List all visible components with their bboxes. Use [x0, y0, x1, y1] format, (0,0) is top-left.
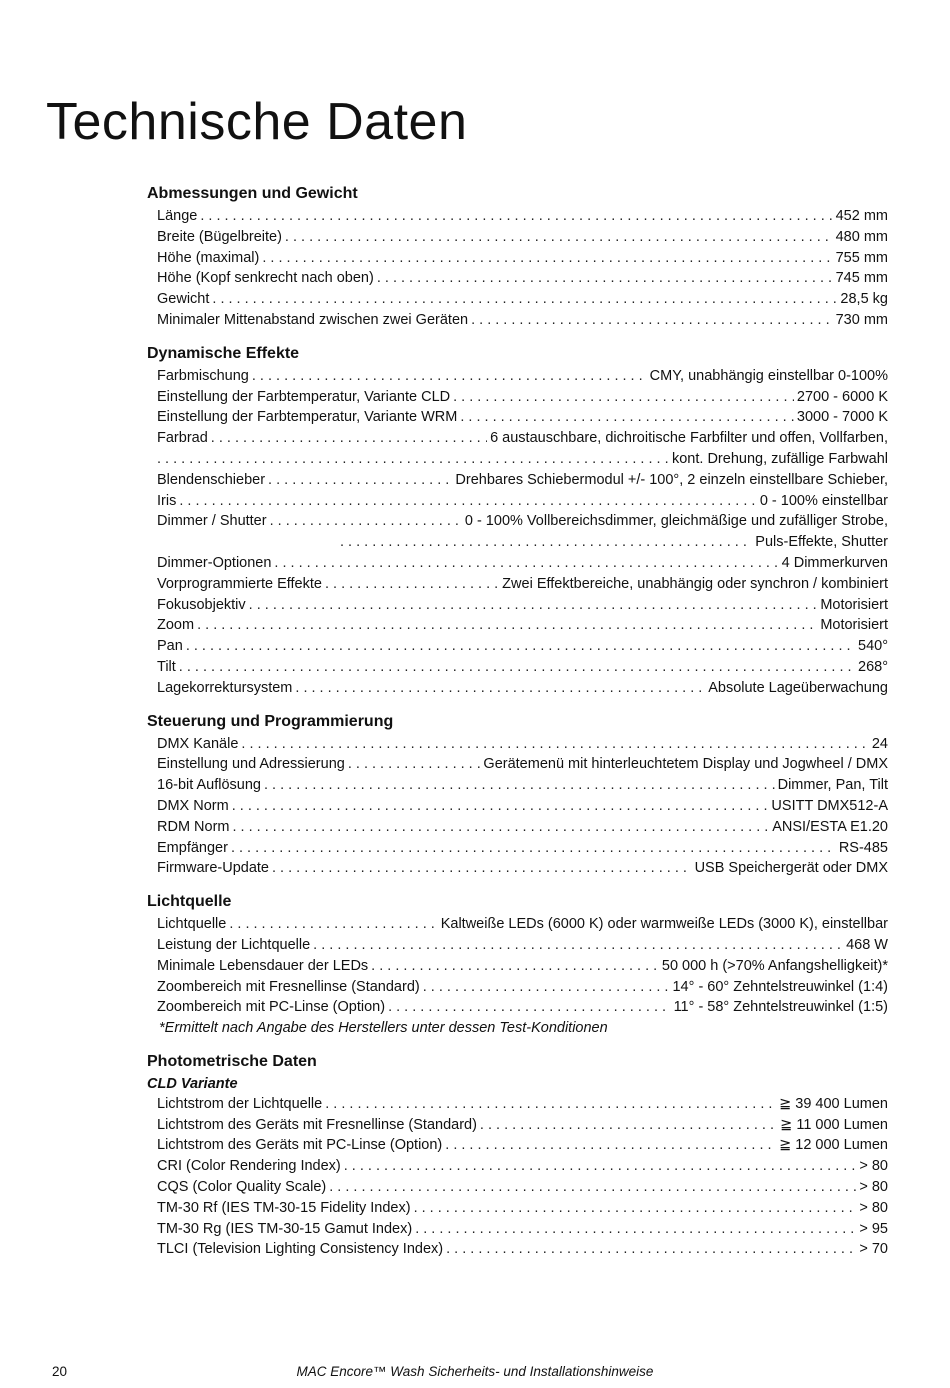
spec-label: CRI (Color Rendering Index) [157, 1158, 341, 1175]
spec-row [157, 858, 888, 879]
spec-label: Dimmer-Optionen [157, 554, 272, 571]
spec-row [157, 817, 888, 838]
spec-value: 4 Dimmerkurven [781, 554, 888, 571]
dot-leader [232, 796, 769, 817]
dot-leader [471, 310, 833, 331]
spec-row [157, 657, 888, 678]
spec-label: Lichtstrom des Geräts mit Fresnellinse (Standard) [157, 1116, 477, 1133]
spec-value: ANSI/ESTA E1.20 [772, 818, 888, 835]
spec-row [157, 206, 888, 227]
spec-value: Zwei Effektbereiche, unabhängig oder synchron / kombiniert [502, 575, 888, 592]
spec-label: Zoombereich mit Fresnellinse (Standard) [157, 978, 420, 995]
dot-leader [480, 1115, 777, 1136]
spec-label: Lichtstrom der Lichtquelle [157, 1095, 323, 1112]
dot-leader [445, 1135, 776, 1156]
spec-label: TM-30 Rg (IES TM-30-15 Gamut Index) [157, 1220, 413, 1237]
spec-value: 14° - 60° Zehntelstreuwinkel (1:4) [672, 978, 888, 995]
footnote: *Ermittelt nach Angabe des Herstellers unter dessen Test-Konditionen [159, 1020, 608, 1037]
spec-value: ≧ 11 000 Lumen [780, 1116, 888, 1133]
spec-label: Breite (Bügelbreite) [157, 228, 282, 245]
dot-leader [388, 997, 671, 1018]
spec-value: Gerätemenü mit hinterleuchtetem Display und Jogwheel / DMX [483, 756, 888, 773]
spec-row [157, 1219, 888, 1240]
dot-leader [212, 289, 837, 310]
spec-label: Zoombereich mit PC-Linse (Option) [157, 999, 386, 1016]
dot-leader [340, 532, 752, 553]
section-title: Dynamische Effekte [147, 344, 300, 362]
spec-value: 468 W [846, 936, 888, 953]
spec-label: Gewicht [157, 291, 210, 308]
spec-row [157, 511, 888, 532]
spec-label: Lichtstrom des Geräts mit PC-Linse (Option) [157, 1137, 443, 1154]
dot-leader [325, 1094, 776, 1115]
spec-value: 28,5 kg [840, 291, 888, 308]
spec-row [157, 997, 888, 1018]
spec-label: Höhe (Kopf senkrecht nach oben) [157, 270, 374, 287]
section-title: Abmessungen und Gewicht [147, 185, 358, 202]
spec-row [157, 838, 888, 859]
spec-row [157, 407, 888, 428]
dot-leader [453, 387, 794, 408]
spec-value: 2700 - 6000 K [796, 388, 888, 405]
spec-row [157, 636, 888, 657]
spec-value: Kaltweiße LEDs (6000 K) oder warmweiße LEDs (3000 K), einstellbar [440, 916, 888, 933]
spec-label: Einstellung der Farbtemperatur, Variante WRM [157, 409, 458, 426]
spec-label: Höhe (maximal) [157, 249, 260, 266]
spec-value: 6 austauschbare, dichroitische Farbfilter und offen, Vollfarben, [490, 430, 888, 447]
spec-row [157, 678, 888, 699]
spec-label: Farbmischung [157, 367, 249, 384]
page-title: Technische Daten [46, 93, 468, 151]
spec-row [157, 1198, 888, 1219]
spec-row [157, 1135, 888, 1156]
spec-row [157, 1239, 888, 1260]
spec-value: 50 000 h (>70% Anfangshelligkeit)* [661, 957, 888, 974]
section-title: Lichtquelle [147, 893, 232, 911]
spec-row [157, 428, 888, 449]
spec-label: Empfänger [157, 839, 228, 856]
spec-label: Lagekorrektursystem [157, 679, 293, 696]
spec-row [157, 227, 888, 248]
spec-row [157, 449, 888, 470]
spec-section [147, 891, 888, 1039]
dot-leader [460, 407, 794, 428]
spec-value: 755 mm [835, 249, 888, 266]
spec-row [157, 914, 888, 935]
spec-label: RDM Norm [157, 818, 230, 835]
dot-leader [325, 574, 499, 595]
section-title: Steuerung und Programmierung [147, 712, 394, 730]
section-title: Photometrische Daten [147, 1052, 317, 1070]
spec-value: USITT DMX512-A [771, 797, 888, 814]
spec-row [157, 775, 888, 796]
spec-value: CMY, unabhängig einstellbar 0-100% [649, 367, 888, 384]
spec-value: 11° - 58° Zehntelstreuwinkel (1:5) [673, 999, 888, 1016]
spec-row [157, 574, 888, 595]
spec-value: 24 [871, 735, 888, 752]
spec-row [157, 1115, 888, 1136]
spec-row [157, 1177, 888, 1198]
spec-value: Motorisiert [820, 596, 888, 613]
spec-value: 0 - 100% Vollbereichsdimmer, gleichmäßige und zufälliger Strobe, [464, 513, 888, 530]
spec-label: Leistung der Lichtquelle [157, 936, 311, 953]
spec-value: 730 mm [835, 311, 888, 328]
spec-value: 540° [858, 638, 888, 655]
spec-value: 268° [858, 658, 888, 675]
spec-label: Einstellung und Adressierung [157, 756, 345, 773]
dot-leader [285, 227, 833, 248]
spec-section [147, 183, 888, 331]
spec-row [157, 366, 888, 387]
dot-leader [264, 775, 775, 796]
dot-leader [233, 817, 770, 838]
spec-value: kont. Drehung, zufällige Farbwahl [671, 450, 888, 467]
spec-row [157, 310, 888, 331]
spec-row [157, 615, 888, 636]
dot-leader [249, 595, 818, 616]
spec-row [157, 1094, 888, 1115]
spec-row [157, 387, 888, 408]
spec-label: CQS (Color Quality Scale) [157, 1179, 327, 1196]
spec-label: TLCI (Television Lighting Consistency Index) [157, 1241, 444, 1258]
spec-label: Tilt [157, 658, 176, 675]
spec-value: Puls-Effekte, Shutter [755, 534, 888, 551]
spec-label: Minimaler Mittenabstand zwischen zwei Geräten [157, 311, 469, 328]
dot-leader [446, 1239, 856, 1260]
spec-label: Vorprogrammierte Effekte [157, 575, 322, 592]
spec-label: Länge [157, 208, 198, 224]
dot-leader [241, 734, 868, 755]
dot-leader [274, 553, 778, 574]
spec-value: 452 mm [835, 208, 888, 224]
spec-label: Dimmer / Shutter [157, 513, 267, 530]
spec-label: Einstellung der Farbtemperatur, Variante CLD [157, 388, 451, 405]
spec-row [157, 595, 888, 616]
spec-content [147, 183, 888, 1272]
spec-label: Iris [157, 492, 177, 509]
dot-leader [414, 1198, 857, 1219]
dot-leader [252, 366, 647, 387]
dot-leader [371, 956, 659, 977]
spec-label: Lichtquelle [157, 916, 227, 933]
spec-row [157, 956, 888, 977]
spec-row [157, 734, 888, 755]
spec-section [147, 343, 888, 699]
spec-value: > 80 [859, 1199, 888, 1216]
dot-leader [197, 615, 817, 636]
spec-label: DMX Kanäle [157, 735, 239, 752]
spec-row [157, 289, 888, 310]
spec-label: Minimale Lebensdauer der LEDs [157, 957, 369, 974]
dot-leader [179, 657, 855, 678]
spec-row [157, 532, 888, 553]
page-number: 20 [52, 1364, 68, 1379]
dot-leader [344, 1156, 857, 1177]
dot-leader [229, 914, 437, 935]
spec-row [157, 977, 888, 998]
dot-leader [200, 206, 832, 227]
dot-leader [179, 491, 756, 512]
spec-value: > 80 [859, 1179, 888, 1196]
spec-row [157, 553, 888, 574]
spec-row [157, 268, 888, 289]
spec-value: > 80 [859, 1158, 888, 1175]
spec-value: Motorisiert [820, 617, 888, 634]
spec-row [157, 796, 888, 817]
spec-row [157, 491, 888, 512]
spec-value: ≧ 12 000 Lumen [779, 1137, 888, 1154]
dot-leader [211, 428, 487, 449]
spec-value: > 70 [859, 1241, 888, 1258]
spec-row [157, 470, 888, 491]
spec-label: TM-30 Rf (IES TM-30-15 Fidelity Index) [157, 1199, 411, 1216]
spec-section [147, 1051, 888, 1260]
dot-leader [270, 511, 462, 532]
footer-title: MAC Encore™ Wash Sicherheits- und Installationshinweise [296, 1364, 654, 1379]
spec-value: ≧ 39 400 Lumen [779, 1095, 888, 1112]
spec-value: RS-485 [838, 839, 888, 856]
dot-leader [262, 248, 832, 269]
spec-label: Firmware-Update [157, 860, 269, 877]
spec-label: DMX Norm [157, 797, 229, 814]
spec-value: USB Speichergerät oder DMX [694, 860, 888, 877]
spec-label: Pan [157, 638, 183, 655]
dot-leader [268, 470, 452, 491]
dot-leader [423, 977, 670, 998]
spec-label: Blendenschieber [157, 471, 266, 488]
spec-row [157, 935, 888, 956]
spec-value: 0 - 100% einstellbar [759, 492, 888, 509]
dot-leader [348, 754, 481, 775]
spec-row [157, 754, 888, 775]
spec-section [147, 711, 888, 880]
spec-value: 480 mm [835, 228, 888, 245]
spec-label: 16-bit Auflösung [157, 777, 261, 794]
spec-value: 745 mm [835, 270, 888, 287]
dot-leader [295, 678, 705, 699]
spec-value: 3000 - 7000 K [796, 409, 888, 426]
dot-leader [272, 858, 692, 879]
spec-row [157, 1156, 888, 1177]
subsection-title: CLD Variante [147, 1075, 238, 1092]
dot-leader [329, 1177, 856, 1198]
spec-value: > 95 [859, 1220, 888, 1237]
spec-value: Absolute Lageüberwachung [708, 679, 888, 696]
spec-row [157, 248, 888, 269]
spec-label: Fokusobjektiv [157, 596, 246, 613]
dot-leader [313, 935, 843, 956]
spec-label: Farbrad [157, 430, 208, 447]
dot-leader [186, 636, 855, 657]
spec-value: Drehbares Schiebermodul +/- 100°, 2 einzeln einstellbare Schieber, [455, 471, 888, 488]
spec-value: Dimmer, Pan, Tilt [777, 777, 888, 794]
dot-leader [231, 838, 836, 859]
dot-leader [157, 449, 669, 470]
dot-leader [377, 268, 833, 289]
spec-label: Zoom [157, 617, 195, 634]
dot-leader [415, 1219, 856, 1240]
